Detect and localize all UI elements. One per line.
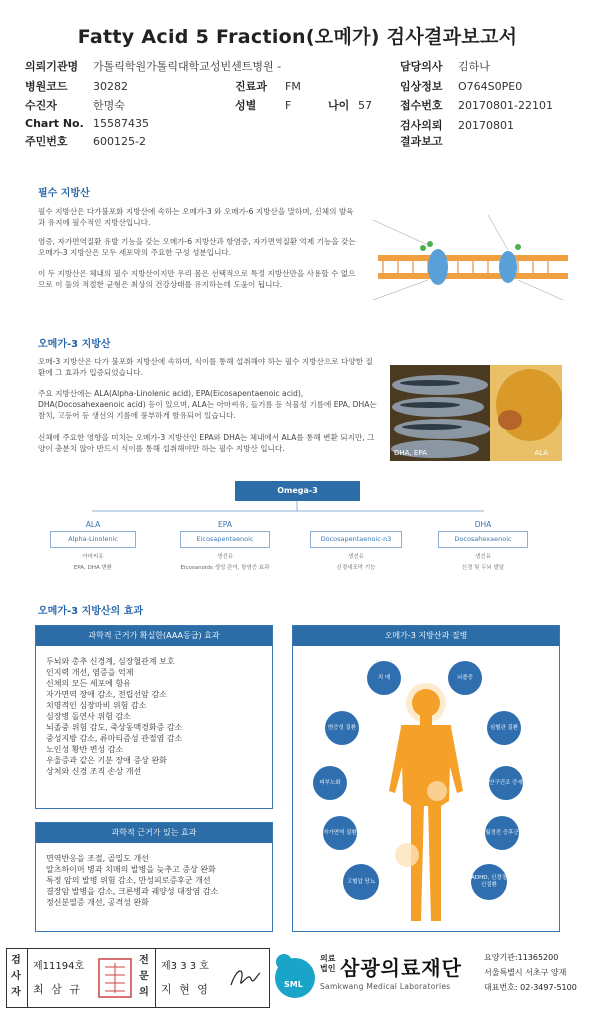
- list-item: 중성지방 감소, 류마티즘성 관절염 감소: [46, 734, 183, 743]
- fatty-acid-name: Docosahexaenoic: [438, 531, 528, 548]
- institution-label: 의뢰기관명: [25, 60, 79, 73]
- some-effects-panel: [35, 822, 273, 932]
- list-item: 신체의 모든 세포에 함유: [46, 679, 131, 688]
- cell-membrane-diagram: [368, 200, 573, 325]
- signature-box: [6, 948, 270, 1008]
- specialist-signature-icon: [227, 963, 263, 993]
- sex-value: F: [285, 99, 292, 112]
- clinical-info-value: O764S0PE0: [458, 80, 523, 93]
- fatty-acid-abbr: [310, 520, 402, 529]
- omega3-p1: 오메-3 지방산은 다가 불포화 지방산에 속하며, 식이를 통해 섭취해야 하는 필수 지방산으로 다양한 질환에 그 효과가 입증되었습니다.: [38, 357, 373, 377]
- inspector-name: 최 삼 규: [33, 983, 82, 996]
- some-effects-list: [36, 843, 272, 912]
- fatty-acid-name: Eicosapentaenoic: [180, 531, 270, 548]
- test-request-value: 20170801: [458, 119, 514, 132]
- aaa-effects-list: [36, 646, 272, 781]
- disease-panel: [292, 625, 560, 932]
- omega3-p2: 주요 지방산에는 ALA(Alpha-Linolenic acid), EPA(Eicosapentaenoic acid), DHA(Docosahexaenoic acid) 등이 있으며, ALA는 아마씨유, 들기름 등 식물성 기름에 EPA, DHA는 참치, 고등어 등 생선의 기름에 풍부하게 함유되어 있습니다.: [38, 389, 377, 420]
- org-english-name: Samkwang Medical Laboratories: [320, 982, 451, 991]
- fatty-acid-effect: Eicosanoids 생성 관여, 항염증 효과: [180, 565, 270, 571]
- sex-label: 성별: [235, 99, 257, 112]
- org-name: 삼광의료재단: [340, 956, 462, 980]
- disease-circle: ADHD, 신경정신질환: [471, 864, 507, 900]
- doctor-value: 김하나: [458, 60, 490, 73]
- fatty-acid-source: 생선유: [475, 554, 491, 560]
- list-item: 노인성 황반 변성 감소: [46, 745, 124, 754]
- fatty-acid-dpa: [310, 520, 402, 571]
- hospital-code-label: 병원코드: [25, 80, 68, 93]
- fatty-acid-source: 생선유: [217, 554, 233, 560]
- receipt-no-label: 접수번호: [400, 99, 443, 112]
- omega3-root-box: Omega-3: [235, 481, 360, 501]
- department-label: 진료과: [235, 80, 267, 93]
- omega3-heading: 오메가-3 지방산: [38, 339, 111, 350]
- essential-p1: 필수 지방산은 다가불포화 지방산에 속하는 오메가-3 와 오메가-6 지방산을 말하며, 신체의 발육과 유지에 필수적인 지방산입니다.: [38, 207, 354, 227]
- fatty-acid-source: 아마씨유: [82, 554, 104, 560]
- fatty-acid-dha: [438, 520, 528, 571]
- disease-circle: 피부노화: [313, 766, 347, 800]
- photo-label-right: ALA: [534, 449, 548, 457]
- disease-circle: 월경전 증후군: [485, 816, 519, 850]
- essential-p2: 염증, 자가면역질환 유발 기능을 갖는 오메가-6 지방산과 항염증, 자가면역질환 억제 기능을 갖는 오메가-3 지방산은 모두 세포막의 주요한 구성 성분입니다.: [38, 237, 356, 257]
- list-item: 결장암 발병을 감소, 크론병과 궤양성 대장염 감소: [46, 887, 219, 896]
- photo-label-left: DHA, EPA: [394, 449, 427, 457]
- fatty-acid-epa: [180, 520, 270, 571]
- omega3-tree-lines: [0, 501, 595, 521]
- list-item: 심장병 돌연사 위험 감소: [46, 712, 131, 721]
- some-effects-title: 과학적 근거가 있는 효과: [36, 823, 272, 843]
- fatty-acid-abbr: EPA: [218, 520, 232, 529]
- fatty-acid-effect: EPA, DHA 변환: [73, 565, 113, 571]
- effects-heading: 오메가-3 지방산의 효과: [38, 606, 144, 617]
- inspector-label: 검사자: [11, 955, 21, 998]
- department-value: FM: [285, 80, 301, 93]
- institution-code: 요양기관:11365200: [484, 953, 559, 962]
- list-item: 우울증과 같은 기분 장애 증상 완화: [46, 756, 167, 765]
- test-request-label: 검사의뢰: [400, 119, 443, 132]
- aaa-effects-title: 과학적 근거가 확실한(AAA등급) 효과: [36, 626, 272, 646]
- list-item: 뇌졸중 위험 감도, 죽상동맥경화증 감소: [46, 723, 183, 732]
- disease-circle: 안구건조 증세: [489, 766, 523, 800]
- chart-no-value: 15587435: [93, 117, 149, 130]
- patient-label: 수진자: [25, 99, 57, 112]
- fatty-acid-effect: 신경 및 두뇌 발달: [461, 565, 505, 571]
- specialist-label: 전문의: [139, 955, 149, 998]
- essential-heading: 필수 지방산: [38, 188, 90, 199]
- doctor-label: 담당의사: [400, 60, 443, 73]
- list-item: 면역반응을 조절, 골밀도 개선: [46, 854, 149, 863]
- age-label: 나이: [328, 99, 350, 112]
- report-title: Fatty Acid 5 Fraction(오메가) 검사결과보고서: [77, 26, 518, 48]
- list-item: 알츠하이머 병과 치매의 발병을 늦추고 증상 완화: [46, 865, 216, 874]
- fatty-acid-ala: [50, 520, 136, 571]
- report-footer: [0, 946, 595, 1012]
- list-item: 상처와 신경 조직 손상 개선: [46, 767, 142, 776]
- list-item: 인지력 개선, 염증을 억제: [46, 668, 134, 677]
- list-item: 자가면역 장애 감소, 전립선암 감소: [46, 690, 167, 699]
- sml-text: SML: [284, 980, 303, 989]
- fish-oil-illustration: [390, 365, 562, 461]
- fatty-acid-effect: 신경세포막 기능: [336, 565, 376, 571]
- clinical-info-label: 임상정보: [400, 80, 443, 93]
- receipt-no-value: 20170801-22101: [458, 99, 553, 112]
- inspector-license: 제11194호: [33, 961, 85, 972]
- list-item: 정신분열증 개선, 공격성 완화: [46, 898, 149, 907]
- disease-circle: 고혈압 당뇨: [343, 864, 379, 900]
- disease-circle: 심혈관 질환: [487, 711, 521, 745]
- list-item: 특정 암의 발병 위험 감소, 만성피로증후군 개선: [46, 876, 211, 885]
- disease-circle: 변증성 질환: [325, 711, 359, 745]
- fatty-acid-abbr: DHA: [474, 520, 492, 529]
- fatty-acid-name: Alpha-Linolenic: [50, 531, 136, 548]
- result-report-label: 결과보고: [400, 135, 443, 148]
- fish-oil-photo: [390, 365, 562, 461]
- sml-logo-icon: [272, 950, 318, 1002]
- human-body-figure: [379, 681, 473, 931]
- hospital-code-value: 30282: [93, 80, 128, 93]
- fatty-acid-source: 생선유: [348, 554, 364, 560]
- aaa-effects-panel: [35, 625, 273, 809]
- essential-p3: 이 두 지방산은 체내의 필수 지방산이지만 우리 몸은 선택적으로 특정 지방산만을 사용할 수 없으므로 이 둘의 적절한 균형은 최상의 건강상태를 유지하는데 도움이 됩니다.: [38, 269, 356, 289]
- specialist-name: 지 현 영: [161, 983, 210, 996]
- disease-circle: 뇌졸중: [448, 661, 482, 695]
- resident-no-value: 600125-2: [93, 135, 146, 148]
- patient-value: 한명숙: [93, 99, 125, 112]
- list-item: 치명적인 심장마비 위험 감소: [46, 701, 147, 710]
- chart-no-label: Chart No.: [25, 117, 84, 130]
- inspector-seal-icon: [97, 957, 133, 999]
- fatty-acid-name: Docosapentaenoic-n3: [310, 531, 402, 548]
- disease-panel-title: 오메가-3 지방산과 질병: [293, 626, 559, 646]
- omega3-p3: 신체에 주요한 영향을 미치는 오메가-3 지방산인 EPA와 DHA는 체내에서 ALA를 통해 변환 되지만, 그 양이 충분치 않아 반드시 식이를 통해 섭취해야만 하는 필수 지방산 입니다.: [38, 433, 375, 453]
- age-value: 57: [358, 99, 372, 112]
- disease-circle: 자가면역 질환: [323, 816, 357, 850]
- resident-no-label: 주민번호: [25, 135, 68, 148]
- org-address: 서울특별시 서초구 양재: [484, 968, 567, 977]
- fatty-acid-abbr: ALA: [85, 520, 101, 529]
- org-phone: 대표번호: 02-3497-5100: [484, 983, 577, 992]
- specialist-license: 제3 3 3 호: [161, 961, 209, 972]
- institution-value: 가톨릭학원가톨릭대학교성빈센트병원 -: [93, 60, 282, 73]
- org-prefix: 의료법인: [320, 954, 336, 973]
- list-item: 두뇌와 총추 신경계, 심장혈관계 보호: [46, 657, 175, 666]
- disease-circle: 치 매: [367, 661, 401, 695]
